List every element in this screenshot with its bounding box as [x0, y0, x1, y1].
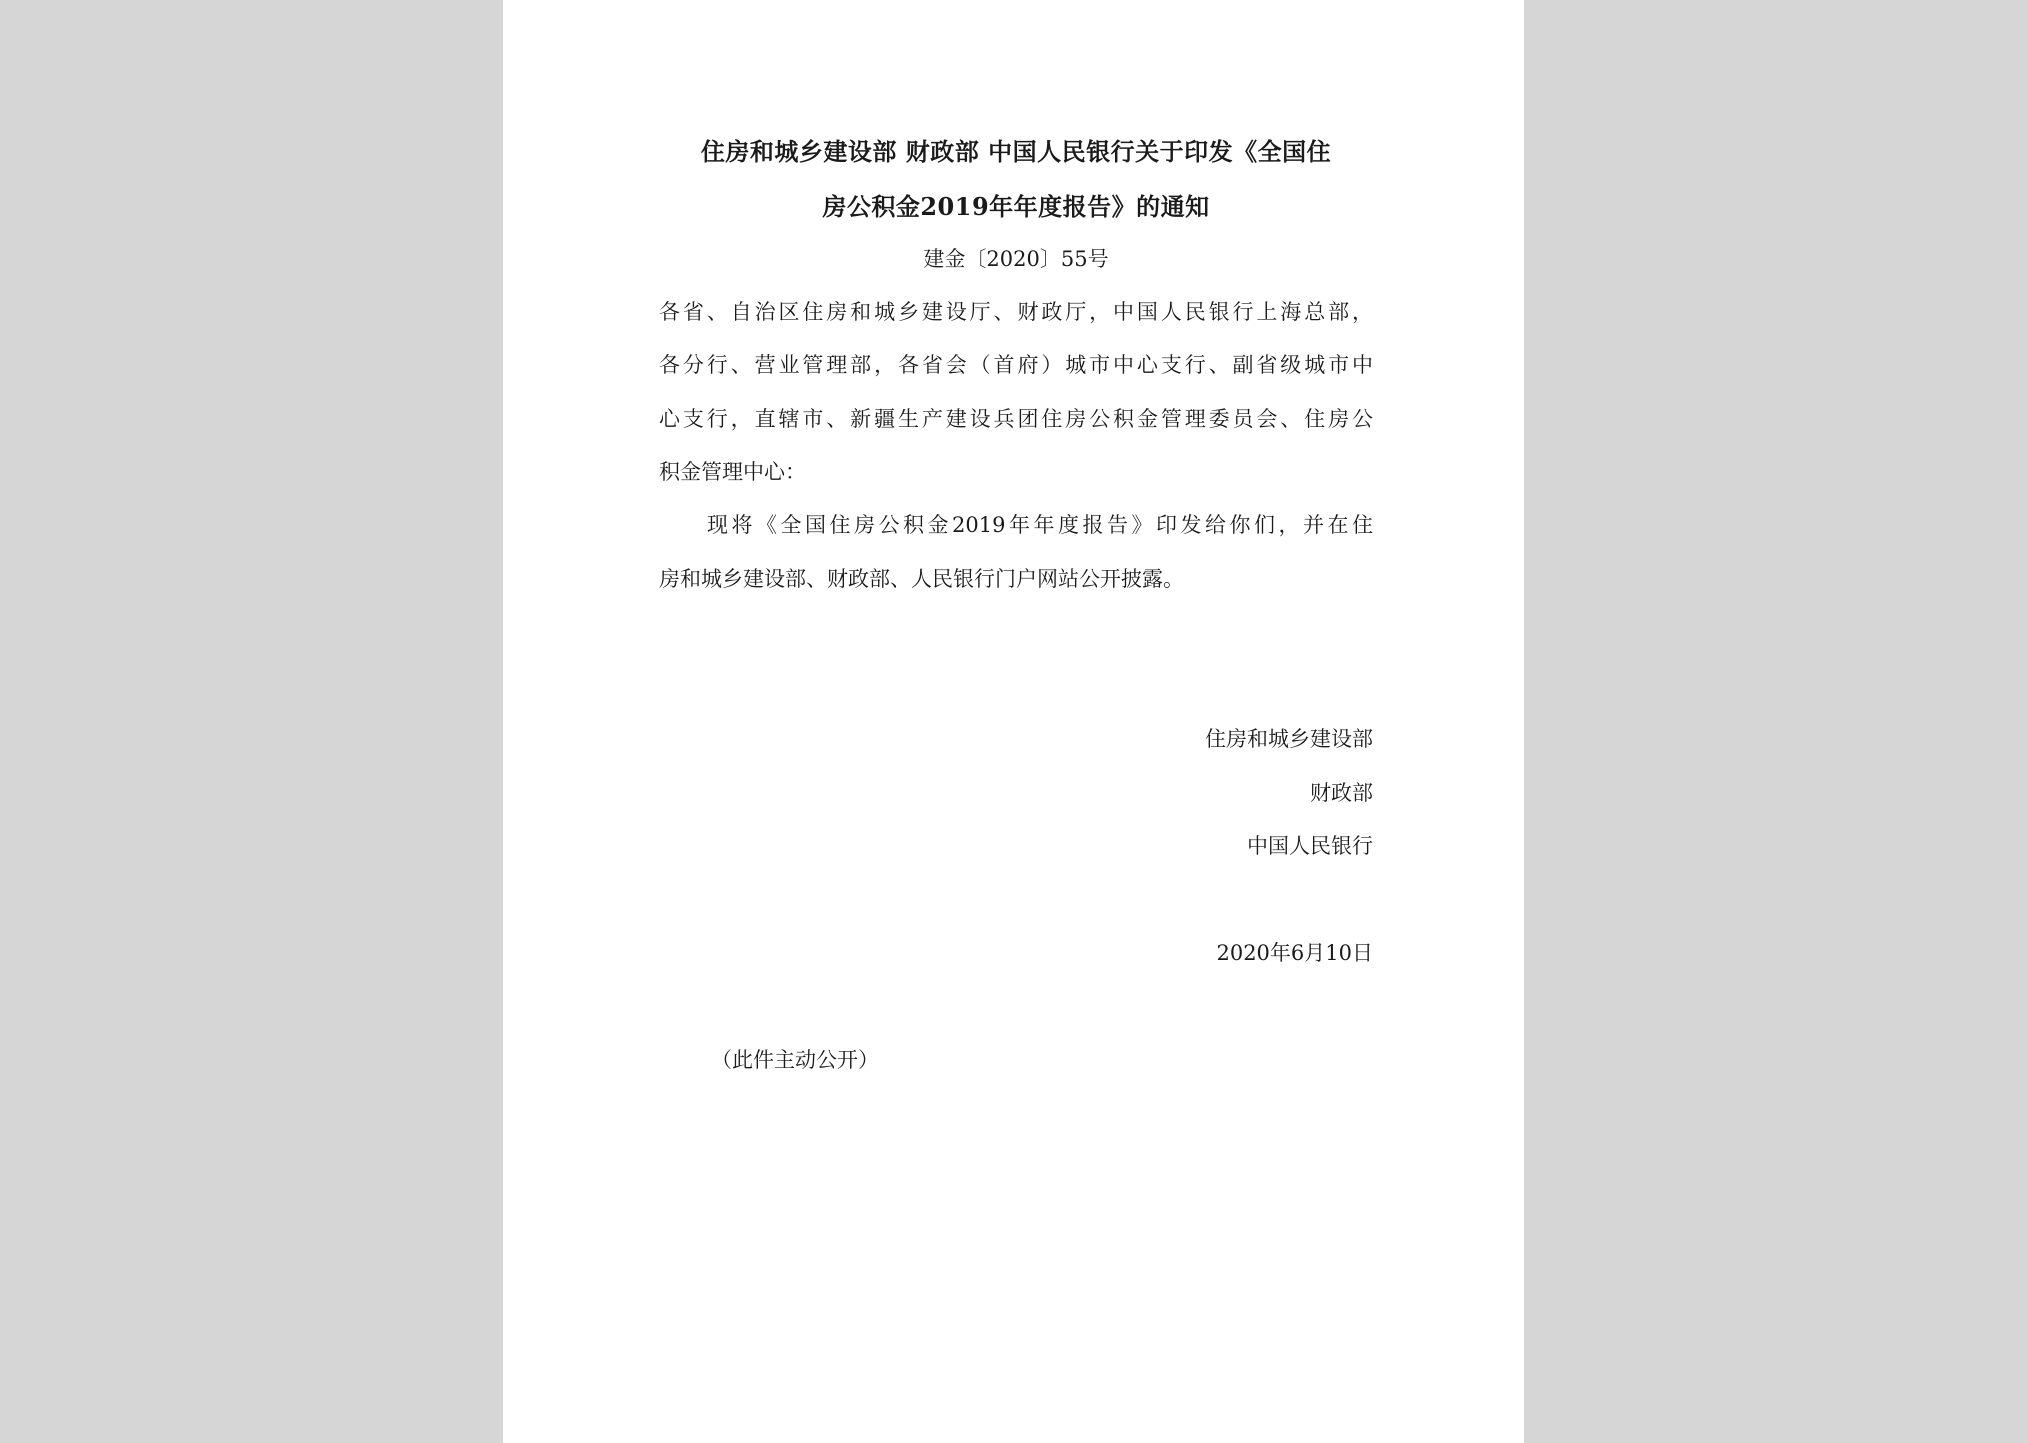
signatory-mof: 财政部	[1310, 781, 1373, 805]
document-title-line-1: 住房和城乡建设部 财政部 中国人民银行关于印发《全国住	[700, 137, 1332, 166]
body-line-2: 房和城乡建设部、财政部、人民银行门户网站公开披露。	[659, 567, 1184, 591]
publicity-note: （此件主动公开）	[711, 1048, 879, 1072]
document-page	[503, 0, 1524, 1443]
document-number: 建金〔2020〕55号	[923, 247, 1109, 271]
recipients-line-3: 心支行，直辖市、新疆生产建设兵团住房公积金管理委员会、住房公	[659, 407, 1373, 431]
document-date: 2020年6月10日	[1216, 941, 1373, 965]
recipients-line-4: 积金管理中心：	[659, 460, 806, 484]
recipients-line-2: 各分行、营业管理部，各省会（首府）城市中心支行、副省级城市中	[659, 353, 1373, 377]
signatory-pboc: 中国人民银行	[1247, 834, 1373, 858]
document-title-line-2: 房公积金2019年年度报告》的通知	[822, 192, 1210, 221]
body-line-1: 现将《全国住房公积金2019年年度报告》印发给你们，并在住	[707, 513, 1373, 537]
recipients-line-1: 各省、自治区住房和城乡建设厅、财政厅，中国人民银行上海总部，	[659, 300, 1373, 324]
signatory-mohurd: 住房和城乡建设部	[1205, 727, 1373, 751]
